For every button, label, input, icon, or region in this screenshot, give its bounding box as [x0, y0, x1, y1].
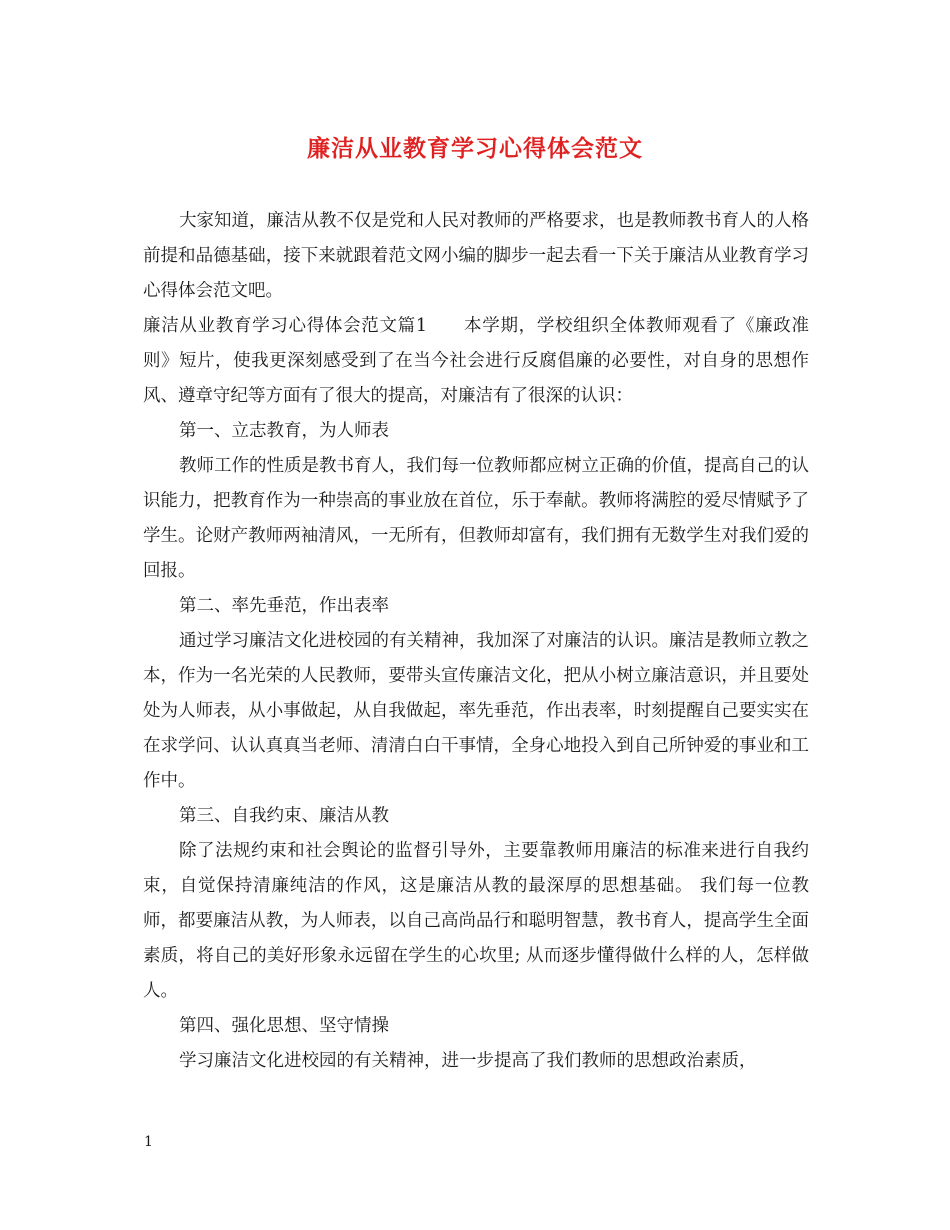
paragraph-section-4: 学习廉洁文化进校园的有关精神，进一步提高了我们教师的思想政治素质，	[179, 1051, 757, 1071]
section-heading-1: 第一、立志教育，为人师表	[179, 421, 389, 441]
paragraph-intro: 大家知道，廉洁从教不仅是党和人民对教师的严格要求，也是教师教书育人的人格前提和品德基础，接下来就跟着范文网小编的脚步一起去看一下关于廉洁从业教育学习心得体会范文吧。	[143, 211, 809, 301]
paragraph-section-1: 教师工作的性质是教书育人，我们每一位教师都应树立正确的价值，提高自己的认识能力，把教育作为一种崇高的事业放在首位，乐于奉献。教师将满腔的爱尽情赋予了学生。论财产教师两袖清风，一无所有，但教师却富有，我们拥有无数学生对我们爱的回报。	[143, 456, 809, 581]
page-number: 1	[144, 1134, 153, 1150]
paragraph-article-1-intro: 廉洁从业教育学习心得体会范文篇1 本学期，学校组织全体教师观看了《廉政准则》短片，使我更深刻感受到了在当今社会进行反腐倡廉的必要性，对自身的思想作风、遵章守纪等方面有了很大的提高，对廉洁有了很深的认识：	[143, 316, 809, 406]
paragraph-section-3: 除了法规约束和社会舆论的监督引导外，主要靠教师用廉洁的标准来进行自我约束，自觉保持清廉纯洁的作风，这是廉洁从教的最深厚的思想基础。 我们每一位教师，都要廉洁从教，为人师表，以自己高尚品行和聪明智慧，教书育人，提高学生全面素质，将自己的美好形象永远留在学生的心坎里; 从而逐步懂得做什么样的人，怎样做人。	[143, 841, 809, 1001]
section-heading-3: 第三、自我约束、廉洁从教	[179, 806, 389, 826]
document-body	[143, 204, 809, 1079]
section-heading-4: 第四、强化思想、坚守情操	[179, 1016, 389, 1036]
paragraph-section-2: 通过学习廉洁文化进校园的有关精神，我加深了对廉洁的认识。廉洁是教师立教之本，作为一名光荣的人民教师，要带头宣传廉洁文化，把从小树立廉洁意识，并且要处处为人师表，从小事做起，从自我做起，率先垂范，作出表率，时刻提醒自己要实实在在求学问、认认真真当老师、清清白白干事情，全身心地投入到自己所钟爱的事业和工作中。	[143, 631, 809, 791]
section-heading-2: 第二、率先垂范，作出表率	[179, 596, 389, 616]
document-title: 廉洁从业教育学习心得体会范文	[307, 135, 643, 162]
